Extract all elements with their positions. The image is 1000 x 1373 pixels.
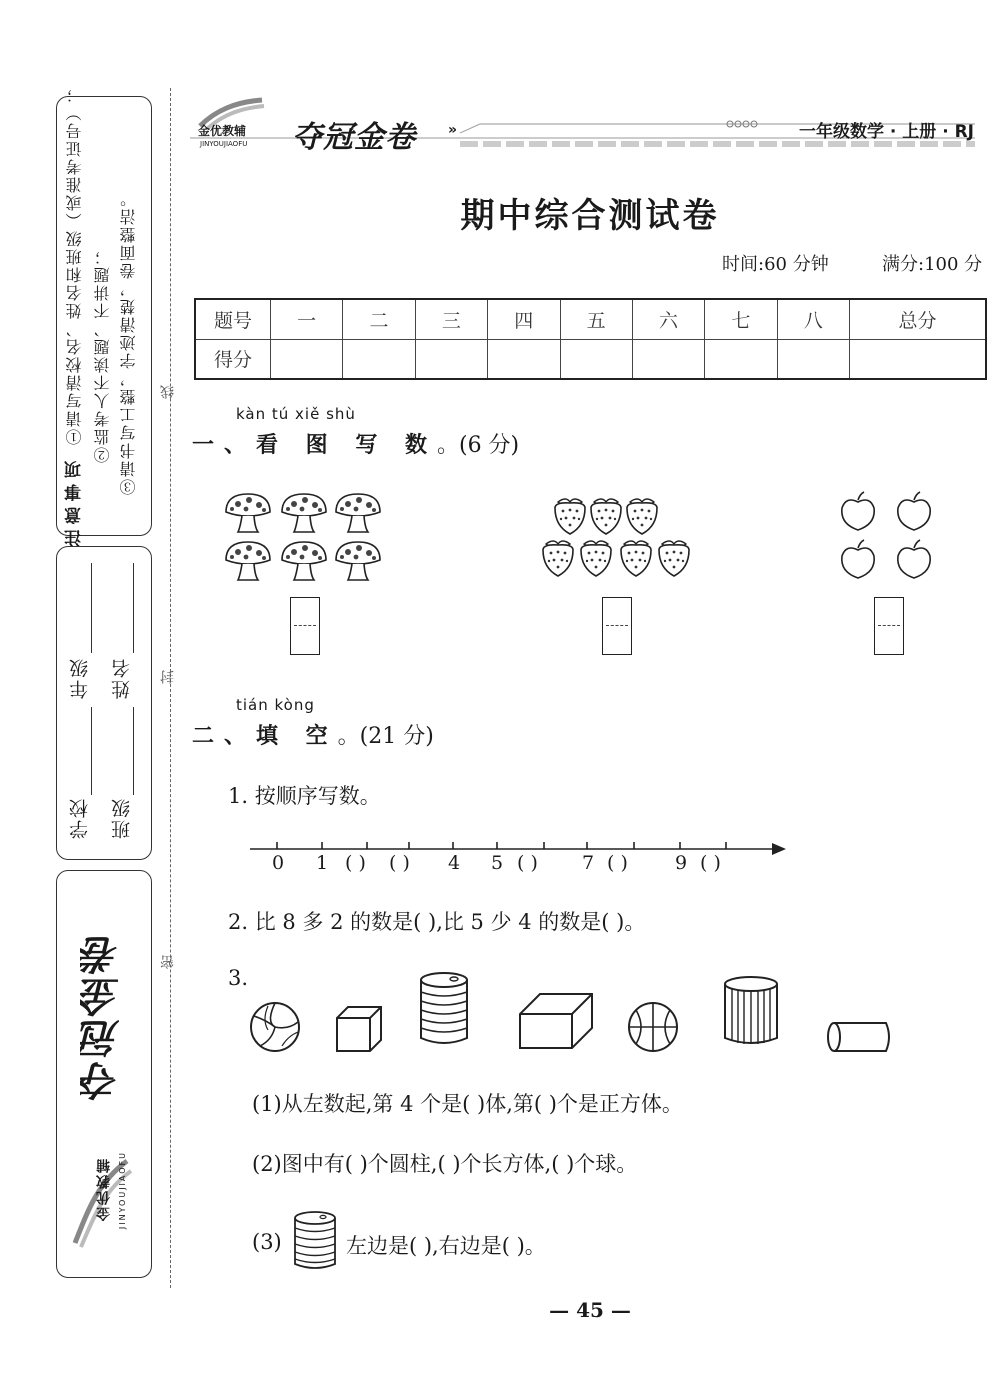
number-line-blank[interactable]: ( ) (517, 852, 538, 874)
section1-title-text: 一、看 图 写 数 (192, 433, 437, 458)
question-2-3-2: (2)图中有( )个圆柱,( )个长方体,( )个球。 (252, 1152, 638, 1176)
answer-box-apples[interactable] (874, 597, 904, 655)
table-cell: 七 (705, 299, 777, 339)
side-brand-box (56, 870, 152, 1278)
grade-label: 年级 (69, 657, 91, 699)
number-line-label: 7 (582, 852, 595, 874)
full-score: 满分:100 分 (882, 254, 983, 275)
cuboid-icon (518, 992, 594, 1052)
cut-mark-feng: 封 (160, 670, 176, 684)
table-cell: 五 (560, 299, 632, 339)
school-line[interactable] (91, 707, 92, 795)
side-brand-small: 金优教辅 (96, 1157, 112, 1221)
brand-pinyin: JINYOUJIAOFU (200, 140, 248, 148)
table-cell: 一 (271, 299, 343, 339)
notes-box (56, 85, 152, 547)
section2-title (192, 719, 434, 750)
grade-line[interactable] (91, 563, 92, 653)
answer-box-strawberries[interactable] (602, 597, 632, 655)
question-2-3-3-prefix: (3) (252, 1230, 282, 1254)
table-cell: 八 (777, 299, 849, 339)
section1-title (192, 428, 519, 459)
number-line-blank[interactable]: ( ) (607, 852, 628, 874)
cut-mark-xian: 线 (160, 385, 176, 399)
name-line[interactable] (133, 563, 134, 653)
table-cell: 三 (415, 299, 487, 339)
note-2: ②监考人不读题、不讲题； (93, 247, 112, 463)
section2-title-text: 二、填 空 (192, 724, 338, 749)
side-brand-pinyin: JINYOUJIAOFU (118, 1151, 127, 1230)
table-cell: 得分 (195, 339, 271, 379)
class-line[interactable] (133, 707, 134, 795)
score-cell[interactable] (632, 339, 704, 379)
score-table (194, 298, 987, 380)
question-2-3-3-suffix: 左边是( ),右边是( )。 (346, 1234, 546, 1258)
basketball-icon (626, 1000, 680, 1054)
number-line-blank[interactable]: ( ) (700, 852, 721, 874)
question-2-3-1: (1)从左数起,第 4 个是( )体,第( )个是正方体。 (252, 1092, 683, 1116)
cylinder-striped-icon (722, 974, 780, 1048)
section2-pinyin: tián kòng (236, 696, 315, 714)
score-cell[interactable] (777, 339, 849, 379)
section2-points: 。(21 分) (337, 724, 434, 749)
table-cell: 六 (632, 299, 704, 339)
score-table-header-row (195, 299, 986, 339)
brand-arrow: » (448, 122, 458, 138)
answer-box-mushrooms[interactable] (290, 597, 320, 655)
name-label: 姓名 (111, 657, 133, 699)
section1-pinyin: kàn tú xiě shù (236, 405, 356, 423)
brand-main: 夺冠金卷 (292, 120, 416, 155)
table-cell: 四 (488, 299, 560, 339)
score-cell[interactable] (705, 339, 777, 379)
score-cell[interactable] (271, 339, 343, 379)
section1-points: 。(6 分) (436, 433, 520, 458)
cylinder-can-icon (418, 970, 470, 1048)
score-cell[interactable] (488, 339, 560, 379)
table-cell: 题号 (195, 299, 271, 339)
score-cell[interactable] (415, 339, 487, 379)
number-line-label: 4 (448, 852, 461, 874)
number-line-blank[interactable]: ( ) (345, 852, 366, 874)
cylinder-lying-icon (826, 1020, 894, 1054)
question-2-1: 1. 按顺序写数。 (228, 784, 381, 808)
number-line-blank[interactable]: ( ) (389, 852, 410, 874)
question-2-2: 2. 比 8 多 2 的数是( ),比 5 少 4 的数是( )。 (228, 910, 646, 934)
score-table-score-row (195, 339, 986, 379)
volleyball-icon (248, 1000, 302, 1054)
page-number: — 45 — (549, 1298, 631, 1322)
strawberry-group (540, 492, 696, 582)
question-2-3: 3. (228, 966, 249, 990)
time-limit: 时间:60 分钟 (722, 254, 829, 275)
note-3: ③请书写工整，字迹清楚，卷面整洁。 (119, 189, 138, 495)
student-info-box (56, 546, 152, 860)
score-cell[interactable] (343, 339, 415, 379)
score-cell[interactable] (560, 339, 632, 379)
number-line-label: 9 (675, 852, 688, 874)
cube-icon (334, 1004, 384, 1054)
score-cell[interactable] (850, 339, 987, 379)
number-line-label: 1 (316, 852, 329, 874)
number-line-label: 0 (272, 852, 285, 874)
mushroom-group (222, 490, 390, 582)
side-brand-main: 夺冠金卷 (80, 933, 126, 1101)
grade-label: 一年级数学 · 上册 · RJ (798, 122, 974, 142)
class-label: 班级 (111, 797, 133, 839)
cut-mark-mi: 密 (160, 955, 176, 969)
cylinder-can-icon-small (292, 1210, 338, 1272)
cut-line (170, 88, 171, 1288)
note-1: ①请写清校名、姓名和班级（或准考证号）； (65, 85, 84, 445)
notes-heading: 注意事项 (65, 455, 85, 547)
brand-small: 金优教辅 (198, 124, 247, 138)
table-cell: 二 (343, 299, 415, 339)
school-label: 学校 (69, 797, 91, 839)
table-cell: 总分 (850, 299, 987, 339)
apple-group (836, 488, 944, 582)
page-title: 期中综合测试卷 (460, 196, 720, 236)
number-line-label: 5 (491, 852, 504, 874)
